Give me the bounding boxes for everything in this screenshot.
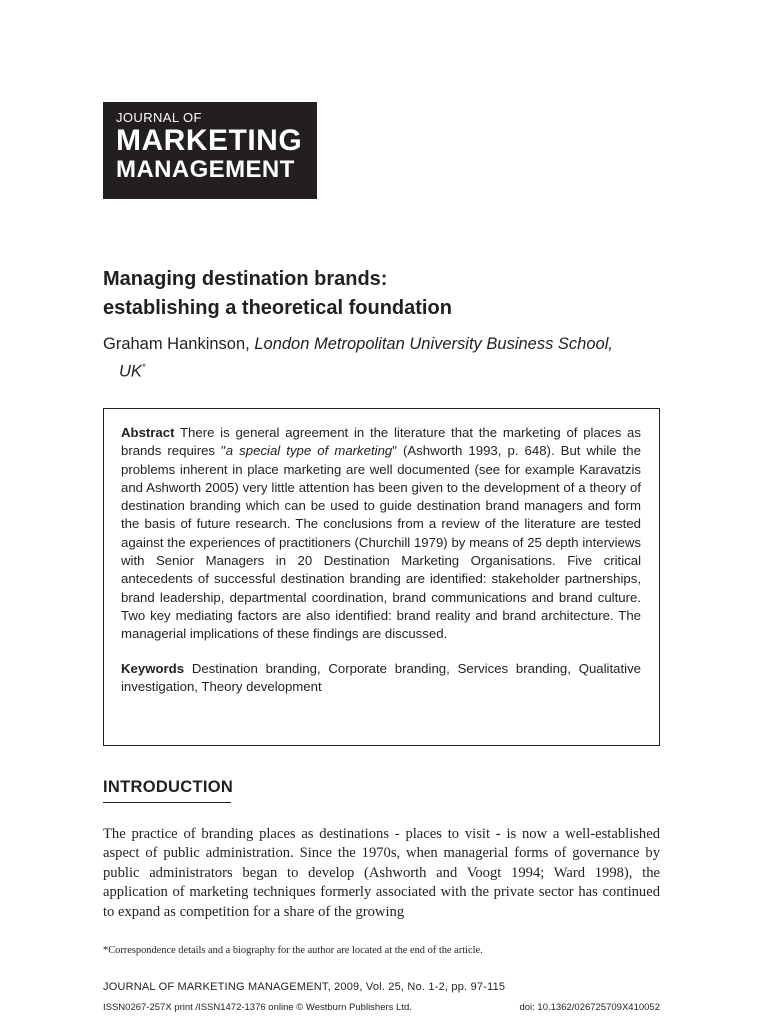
keywords-label: Keywords	[121, 660, 185, 676]
title-line-1: Managing destination brands:	[103, 268, 388, 290]
abstract-text-start: There is general agreement in the literature that the marketing of places as brands requires "	[121, 425, 641, 459]
article-title	[103, 265, 663, 323]
abstract-paragraph	[121, 424, 641, 644]
abstract-quote: a special type of marketing	[225, 443, 393, 459]
introduction-paragraph: The practice of branding places as destinations - places to visit - is now a well-established aspect of public administration. Since the 1970s, when managerial forms of governance by public administrators began to develop (Ashworth and Voogt 1994; Ward 1998), the application of marketing techniques formerly associated with the private sector has continued to expand as competition for a share of the growing	[103, 826, 660, 920]
affiliation-country: UK	[119, 362, 142, 381]
journal-citation: JOURNAL OF MARKETING MANAGEMENT, 2009, Vol. 25, No. 1-2, pp. 97-115	[103, 981, 506, 993]
doi-text: doi: 10.1362/026725709X410052	[519, 1002, 660, 1013]
correspondence-footnote: *Correspondence details and a biography for the author are located at the end of the article.	[103, 945, 483, 956]
correspondence-mark: *	[141, 362, 146, 372]
footer-publication-info	[103, 1002, 660, 1013]
title-line-2: establishing a theoretical foundation	[103, 297, 452, 319]
author-name: Graham Hankinson,	[103, 335, 250, 353]
abstract-box	[103, 408, 660, 746]
author-line	[103, 333, 663, 384]
journal-logo	[103, 102, 317, 199]
keywords-text: Destination branding, Corporate branding, Services branding, Qualitative investigation, Theory development	[121, 660, 641, 694]
abstract-label: Abstract	[121, 425, 175, 440]
affiliation-country-line	[103, 356, 663, 384]
abstract-text-end: " (Ashworth 1993, p. 648). But while the problems inherent in place marketing are well documented (see for example Karavatzis and Ashworth 2005) very little attention has been given to the development of a theory of destination branding which can be used to guide destination brand managers and form the basis of future research. The conclusions from a review of the literature are tested against the experiences of practitioners (Churchill 1979) by means of 25 depth interviews with Senior Managers in 20 Destination Marketing Organisations. Five critical antecedents of successful destination branding are identified: stakeholder partnerships, brand leadership, departmental coordination, brand communications and brand culture. Two key mediating factors are also identified: brand reality and brand architecture. The managerial implications of these findings are discussed.	[121, 443, 641, 642]
section-heading-introduction: INTRODUCTION	[103, 778, 231, 803]
logo-line-1: JOURNAL OF	[116, 110, 202, 125]
keywords-paragraph	[121, 660, 641, 697]
issn-text: ISSN0267-257X print /ISSN1472-1376 online © Westburn Publishers Ltd.	[103, 1002, 412, 1013]
logo-line-3: MANAGEMENT	[116, 156, 295, 183]
author-affiliation: London Metropolitan University Business School,	[254, 335, 613, 353]
logo-line-2: MARKETING	[116, 124, 303, 157]
